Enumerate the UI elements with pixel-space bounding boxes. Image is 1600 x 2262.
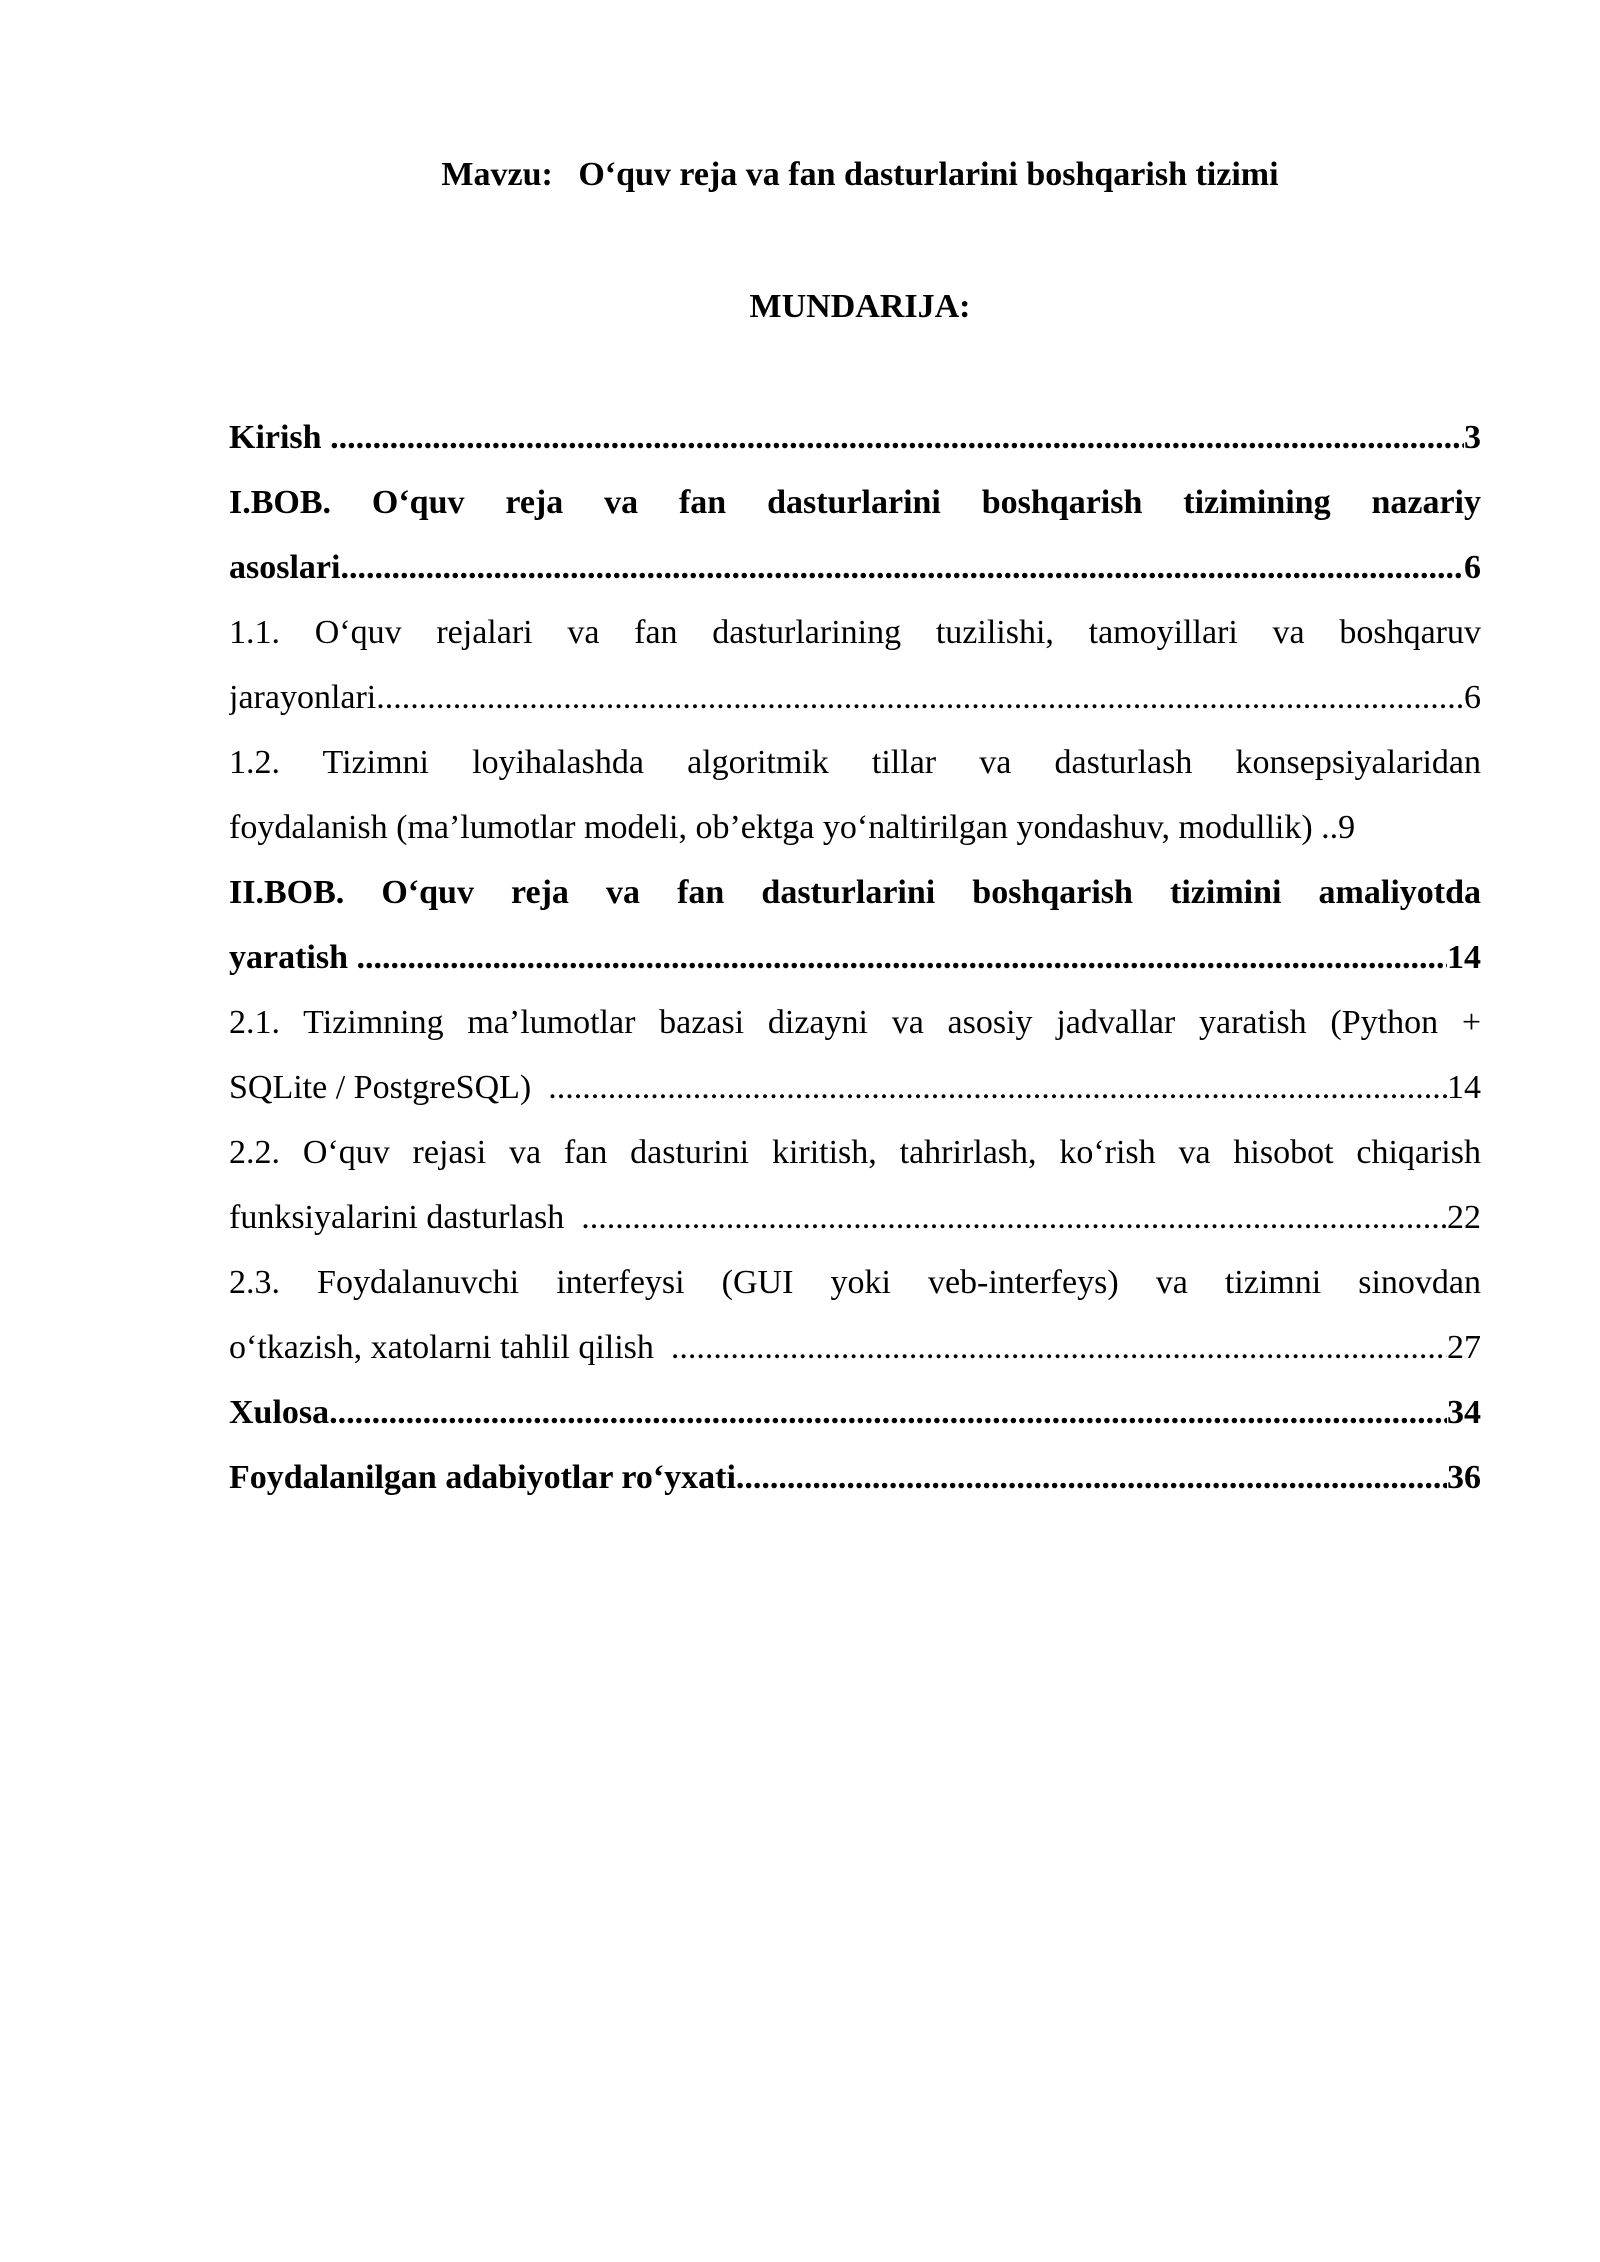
toc-entry-chapter-1[interactable]: I.BOB. O‘quv reja va fan dasturlarini boshqarish tizimining nazariy — [229, 484, 1481, 521]
toc-entry-kirish[interactable] — [229, 405, 1481, 470]
toc-entry-chapter-2[interactable]: II.BOB. O‘quv reja va fan dasturlarini boshqarish tizimini amaliyotda — [229, 874, 1481, 911]
toc-page-number: 14 — [1447, 939, 1481, 976]
toc-entry-text: Kirish — [229, 419, 331, 456]
toc-page-number: 9 — [1338, 809, 1356, 846]
toc-entry-section-1-2[interactable]: 1.2. Tizimni loyihalashda algoritmik tillar va dasturlash konsepsiyalaridan — [229, 744, 1481, 781]
dot-leader — [671, 1315, 1447, 1380]
toc-entry-text: yaratish — [229, 939, 357, 976]
toc-entry-section-2-3-cont[interactable] — [229, 1315, 1481, 1380]
toc-entry-chapter-2-cont[interactable] — [229, 925, 1481, 990]
dot-leader — [340, 535, 1464, 600]
toc-entry-text: o‘tkazish, xatolarni tahlil qilish — [229, 1329, 671, 1366]
document-title: Mavzu: O‘quv reja va fan dasturlarini boshqarish tizimi — [441, 156, 1279, 193]
toc-page-number: 3 — [1464, 419, 1481, 456]
toc-entry-section-1-2-cont[interactable] — [229, 795, 1481, 860]
dot-leader — [357, 925, 1448, 990]
toc-entry-adabiyotlar[interactable] — [229, 1445, 1481, 1510]
toc-entry-section-2-1-cont[interactable] — [229, 1055, 1481, 1120]
toc-entry-section-2-1[interactable]: 2.1. Tizimning ma’lumotlar bazasi dizayni va asosiy jadvallar yaratish (Python + — [229, 1004, 1481, 1041]
dot-leader — [329, 1380, 1447, 1445]
toc-entry-chapter-1-cont[interactable] — [229, 535, 1481, 600]
toc-page-number: 14 — [1447, 1069, 1481, 1106]
toc-entry-section-2-3[interactable]: 2.3. Foydalanuvchi interfeysi (GUI yoki veb-interfeys) va tizimni sinovdan — [229, 1264, 1481, 1301]
toc-page-number: 36 — [1447, 1459, 1481, 1496]
toc-page-number: 27 — [1447, 1329, 1481, 1366]
toc-entry-text: Xulosa — [229, 1394, 330, 1431]
toc-entry-text: jarayonlari — [229, 679, 377, 716]
dot-leader — [330, 405, 1464, 470]
toc-entry-text: Foydalanilgan adabiyotlar ro‘yxati — [229, 1459, 736, 1496]
dot-leader — [548, 1055, 1447, 1120]
toc-page-number: 6 — [1464, 549, 1481, 586]
toc-page-number: 6 — [1464, 679, 1481, 716]
toc-entry-section-2-2-cont[interactable] — [229, 1185, 1481, 1250]
toc-entry-text: funksiyalarini dasturlash — [229, 1199, 582, 1236]
toc-entry-text: foydalanish (ma’lumotlar modeli, ob’ektga yo‘naltirilgan yondashuv, modullik) .. — [229, 809, 1339, 846]
dot-leader — [376, 665, 1464, 730]
toc-entry-text: SQLite / PostgreSQL) — [229, 1069, 549, 1106]
toc-heading: MUNDARIJA: — [749, 288, 971, 325]
toc-entry-text: asoslari — [229, 549, 341, 586]
table-of-contents — [229, 405, 1481, 1510]
dot-leader — [581, 1185, 1447, 1250]
toc-entry-section-1-1-cont[interactable] — [229, 665, 1481, 730]
toc-entry-section-2-2[interactable]: 2.2. O‘quv rejasi va fan dasturini kiritish, tahrirlash, ko‘rish va hisobot chiqarish — [229, 1134, 1481, 1171]
dot-leader — [736, 1445, 1447, 1510]
toc-page-number: 22 — [1447, 1199, 1481, 1236]
toc-entry-section-1-1[interactable]: 1.1. O‘quv rejalari va fan dasturlarining tuzilishi, tamoyillari va boshqaruv — [229, 614, 1481, 651]
toc-page-number: 34 — [1447, 1394, 1481, 1431]
toc-entry-xulosa[interactable] — [229, 1380, 1481, 1445]
